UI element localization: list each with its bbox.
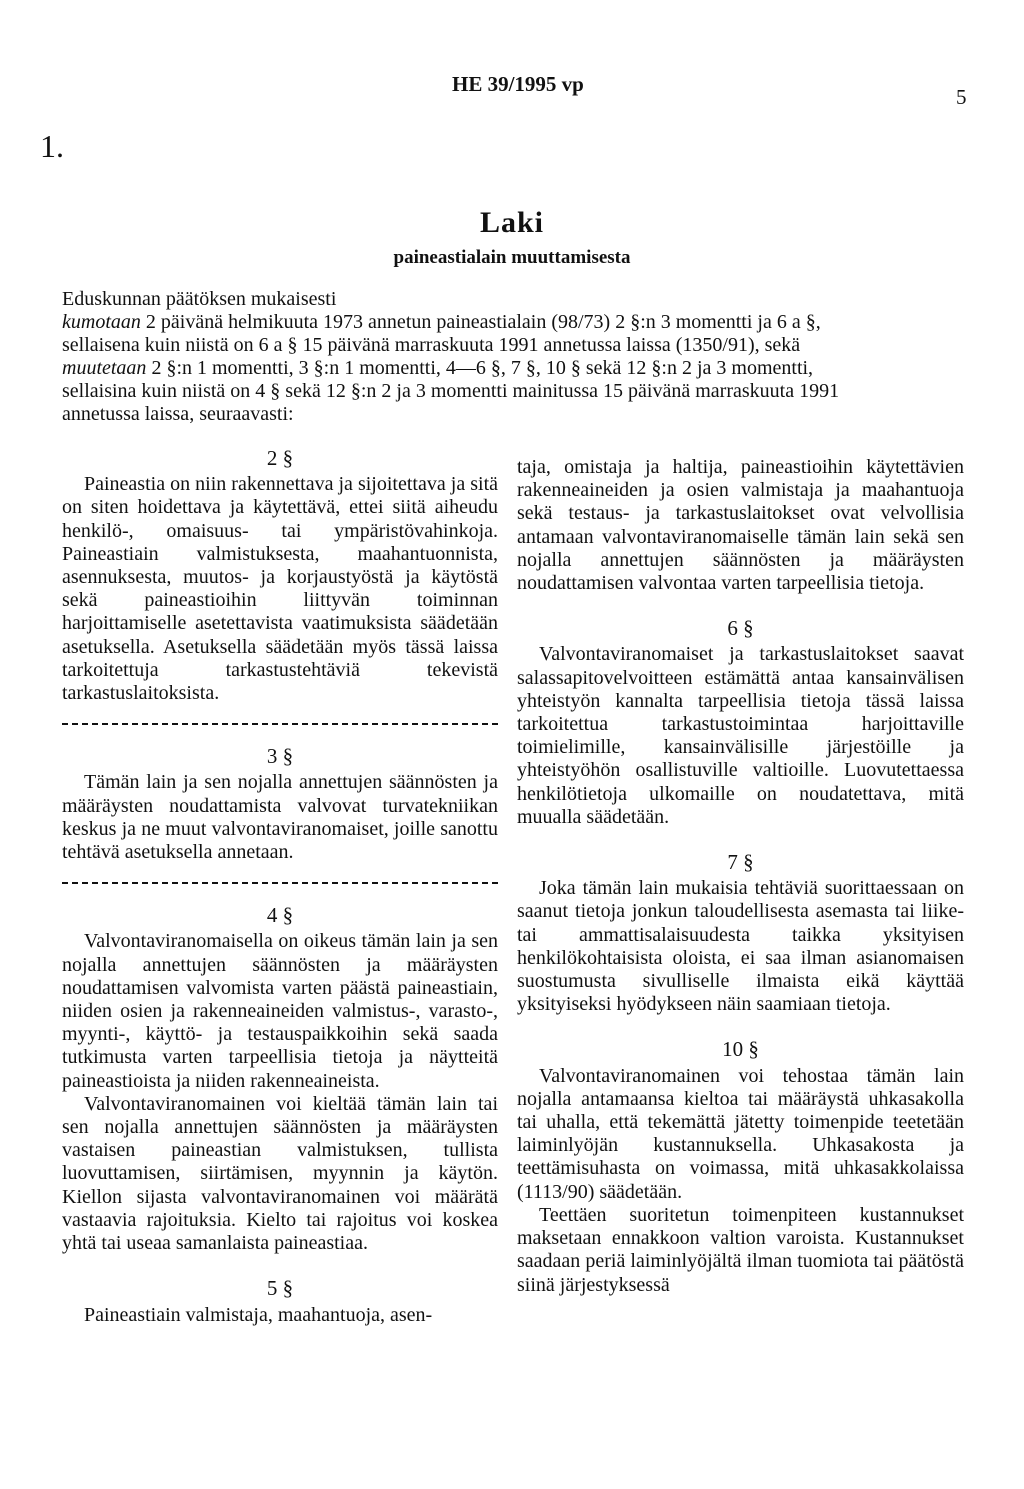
preamble-text: 2 §:n 1 momentti, 3 §:n 1 momentti, 4—6 §, 7 §, 10 § sekä 12 §:n 2 ja 3 momentti, [146,357,814,379]
preamble-text: 2 päivänä helmikuuta 1973 annetun paineastialain (98/73) 2 §:n 3 momentti ja 6 a §, [140,311,821,333]
preamble-line [62,357,967,380]
preamble-line [62,311,967,334]
section-heading: 5 § [266,1276,294,1301]
section-paragraph: Valvontaviranomainen voi tehostaa tämän lain nojalla antamaansa kieltoa tai määräystä uhkasakolla tai uhalla, että tekemättä jätetty toimenpide teetetään laiminlyöjän kustannuksella. Uhkasakosta ja teettämisuhasta on voimassa, mitä uhkasakkolaissa (1113/90) säädetään. [517,1064,964,1203]
section-paragraph: Joka tämän lain mukaisia tehtäviä suorittaessaan on saanut tietoja jonkun taloudellisesta asemasta tai liike- tai ammattisalaisuudesta taikka yksityisen henkilökohtaisista oloista, ei saa ilman asianomaisen suostumusta sivulliselle ilmaista eikä käyttää yksityiseksi hyödykseen näin saamiaan tietoja. [517,877,964,1016]
section-heading: 3 § [266,744,294,769]
section-heading: 6 § [727,616,754,641]
left-column [62,447,498,1327]
law-title: Laki [479,206,545,239]
section-heading: 7 § [727,850,754,875]
section-paragraph: Teettäen suoritetun toimenpiteen kustannukset maksetaan ennakkoon valtion varoista. Kustannukset saadaan periä laiminlyöjältä ilman tuomiota tai päätöstä siinä järjestyksessä [517,1203,964,1296]
section-paragraph: Tämän lain ja sen nojalla annettujen säännösten ja määräysten noudattamista valvovat turvatekniikan keskus ja ne muut valvontaviranomaiset, joille sanottu tehtävä asetuksella annetaan. [62,771,498,864]
section-spacer [517,1016,964,1038]
preamble-line: Eduskunnan päätöksen mukaisesti [62,288,337,310]
omission-line [62,723,498,725]
section-paragraph: Paineastia on niin rakennettava ja sijoitettava ja sitä on siten hoidettava ja käytettävä, ettei siitä aiheudu henkilö-, omaisuus- tai ympäristövahinkoja. Paineastiain valmistuksesta, maahantuonnista, asennuksesta, muutos- ja korjaustyöstä ja käytöstä sekä paineastioihin liittyvän toiminnan harjoittamiselle asetettavista vaatimuksista säädetään asetuksella. Asetuksella säädetään myös tässä laissa tarkoitettuja tarkastustehtäviä tekevistä tarkastuslaitoksista. [62,473,498,705]
section-spacer [517,829,964,851]
section-spacer [517,595,964,617]
section-paragraph: Valvontaviranomaisella on oikeus tämän lain ja sen nojalla annettujen säännösten ja määräysten noudattamisen valvomista varten päästä paineastiain, niiden osien ja rakenneaineiden valmistus-, varasto-, myynti-, käyttö- ja testauspaikkoihin sekä saada tutkimusta varten tarpeellisia tietoja ja näytteitä paineastioista ja niiden rakenneaineista. [62,930,498,1092]
law-subtitle: paineastialain muuttamisesta [393,247,631,268]
section-heading: 2 § [266,446,294,470]
section-paragraph: Paineastiain valmistaja, maahantuoja, asen- [84,1303,433,1326]
section-heading: 10 § [722,1037,759,1062]
page-number: 5 [956,85,967,109]
omission-line [62,882,498,884]
amend-keyword: muutetaan [62,357,147,379]
section-paragraph: Valvontaviranomaiset ja tarkastuslaitokset saavat salassapitovelvoitteen estämättä antaa kansainvälisen yhteistyön kannalta tarpeellisia tietoja tässä laissa tarkoitettua tarkastustoimintaa harjoittaville toimielimille, kansainvälisille järjestöille ja yhteistyöhön osallistuville valtioille. Luovutettaessa henkilötietoja ulkomaille on noudatettava, mitä muualla säädetään. [517,643,964,828]
section-paragraph: Valvontaviranomainen voi kieltää tämän lain tai sen nojalla annettujen säännösten ja määräysten vastaisen paineastian valmistuksen, tullista luovuttamisen, siirtämisen, myynnin ja käytön. Kiellon sijasta valvontaviranomainen voi määrätä vastaavia rajoituksia. Kielto tai rajoitus voi koskea yhtä tai useaa samanlaista paineastiaa. [62,1092,498,1255]
preamble-line: annetussa laissa, seuraavasti: [62,403,294,425]
right-column [517,456,964,1297]
running-header: HE 39/1995 vp [452,72,584,96]
repeal-keyword: kumotaan [62,311,141,333]
preamble-line: sellaisina kuin niistä on 4 § sekä 12 §:n 2 ja 3 momentti mainitussa 15 päivänä marraskuuta 1991 [62,380,840,402]
section-heading: 4 § [266,903,294,928]
section-spacer [62,1255,498,1277]
section-paragraph-continued: taja, omistaja ja haltija, paineastioihin käytettävien rakenneaineiden ja osien valmistaja ja maahantuoja sekä testaus- ja tarkastuslaitokset ovat velvollisia antamaan valvontaviranomaiselle tämän lain sekä sen nojalla annettujen säännösten ja määräysten noudattamisen valvontaa varten tarpeellisia tietoja. [517,456,964,595]
preamble [62,288,967,426]
preamble-line: sellaisena kuin niistä on 6 a § 15 päivänä marraskuuta 1991 annetussa laissa (1350/91), sekä [62,334,801,356]
document-number: 1. [40,128,64,164]
